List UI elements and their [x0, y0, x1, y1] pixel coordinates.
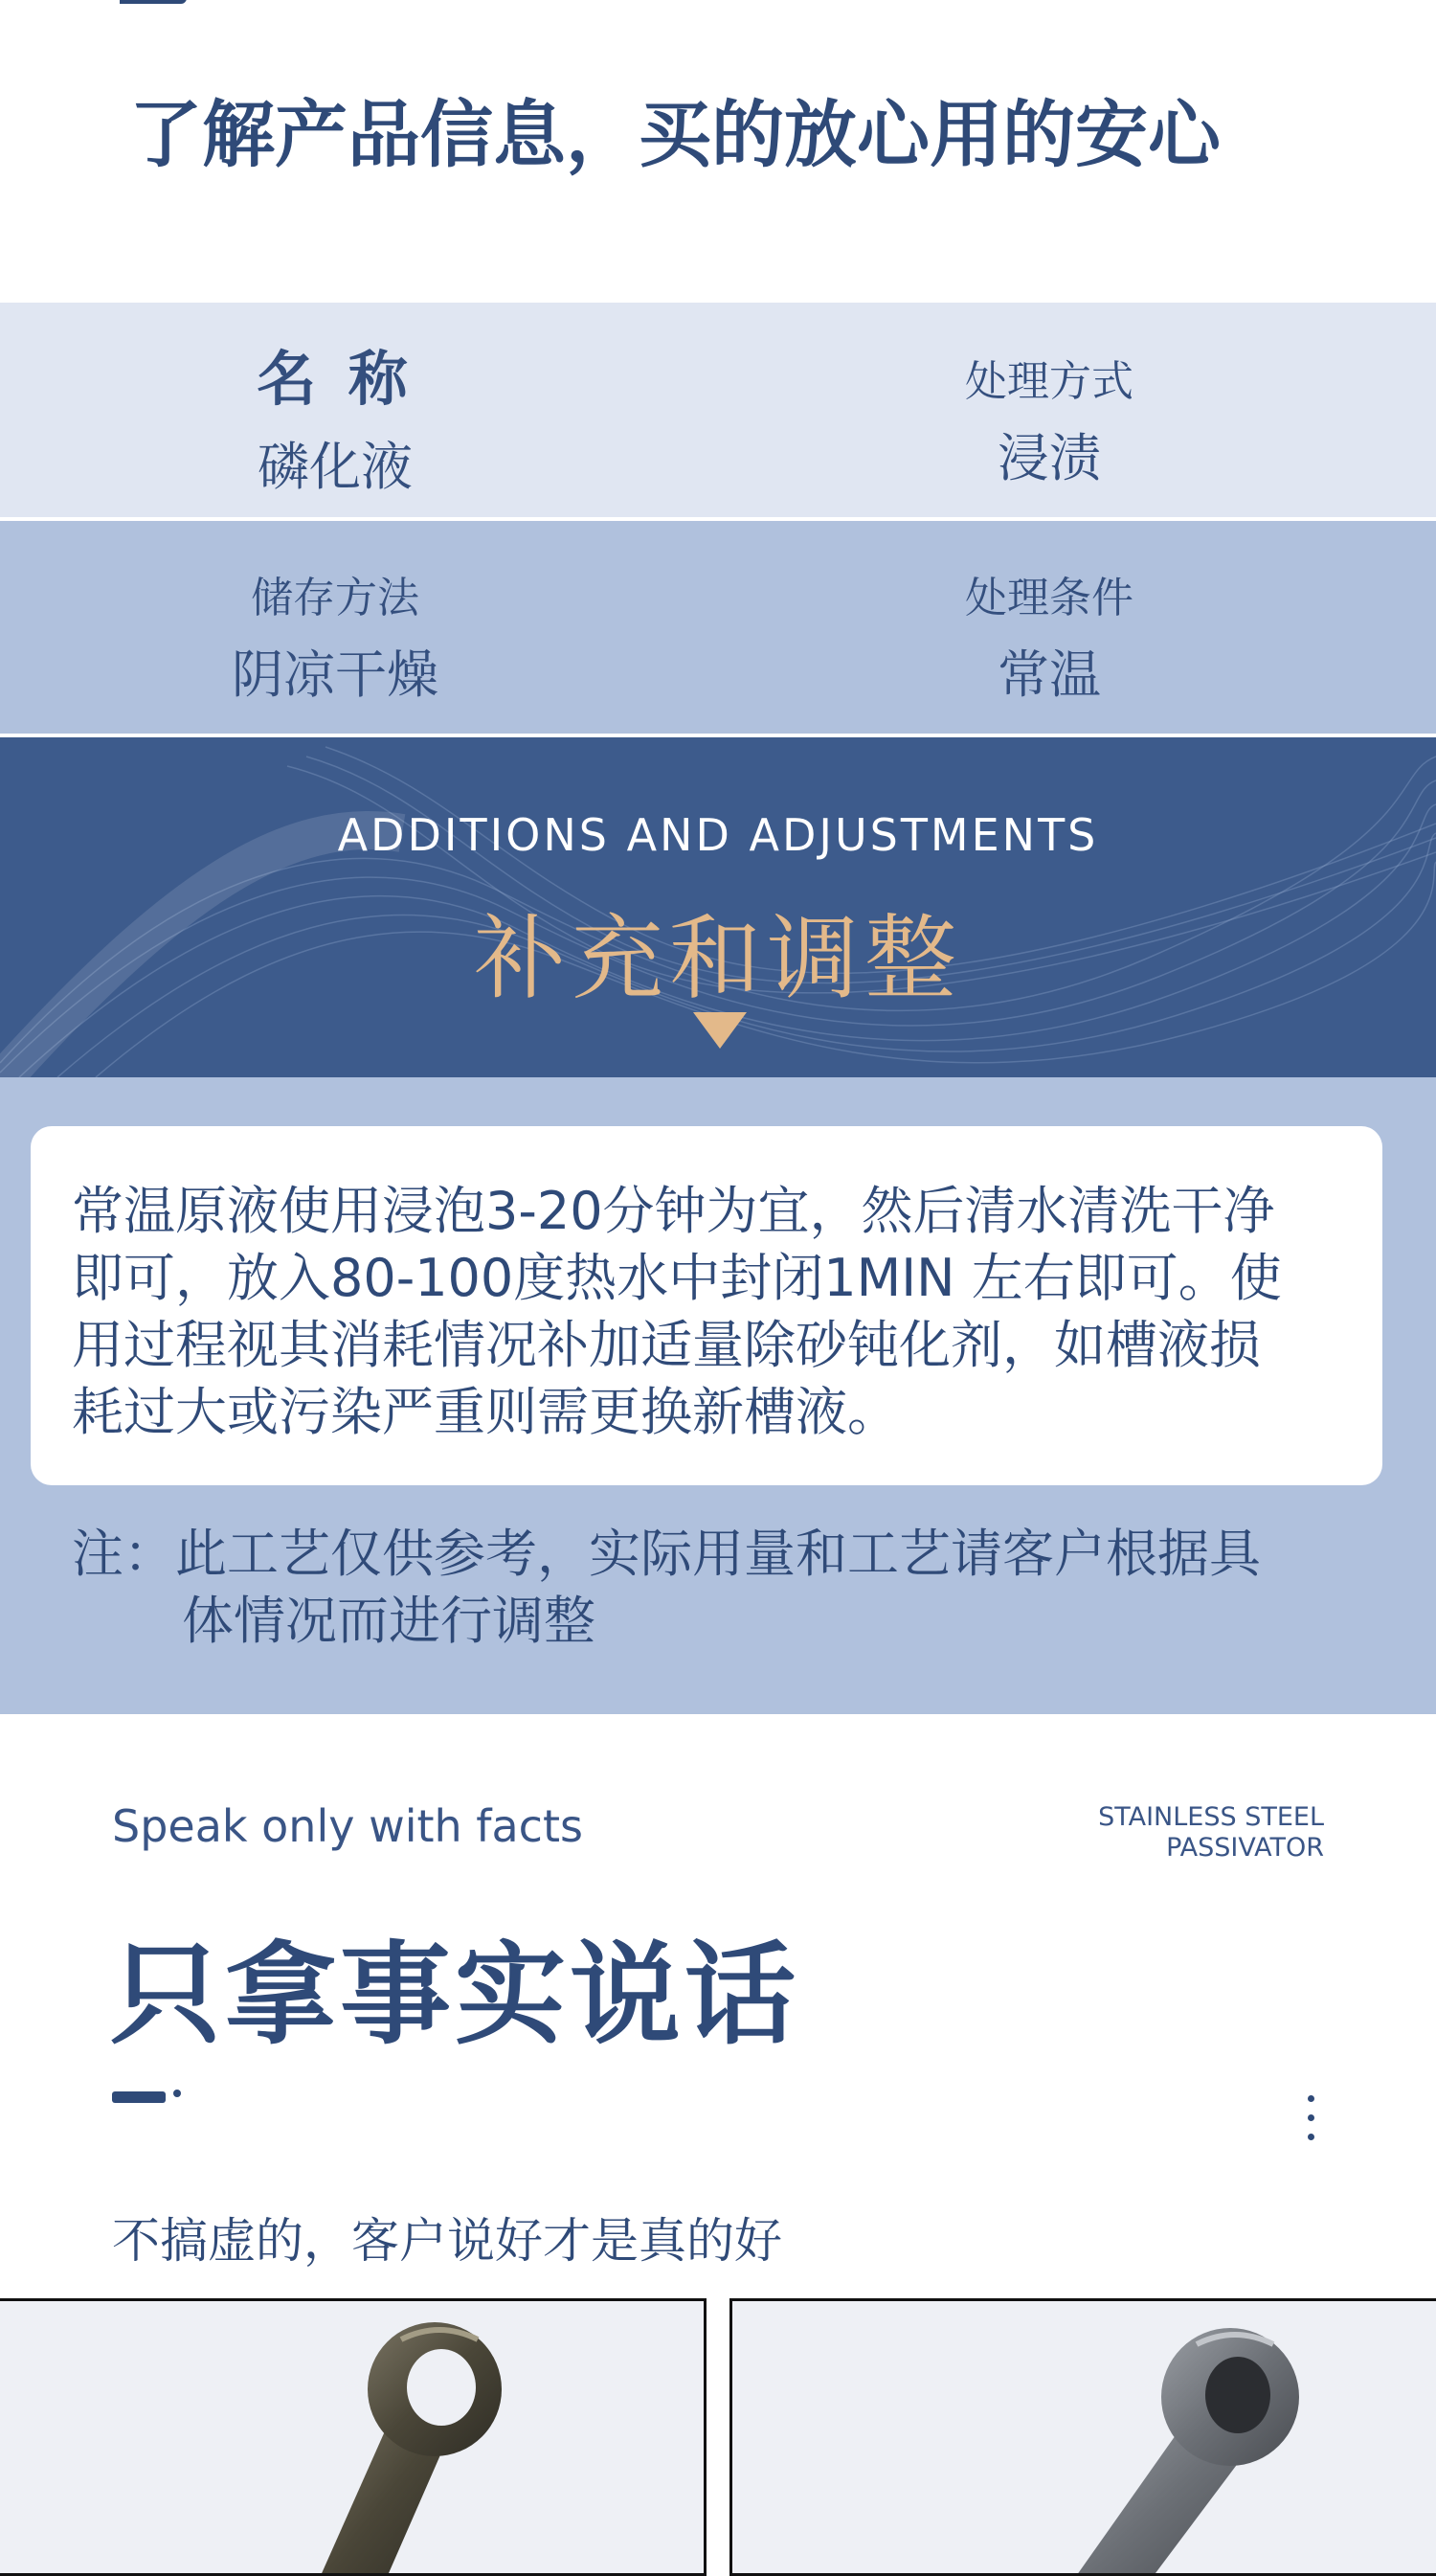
- info-value: 浸渍: [998, 428, 1101, 488]
- banner-chinese-title: 补充和调整: [474, 905, 962, 1012]
- info-cell-storage: [0, 563, 670, 708]
- info-cell-name: [0, 331, 670, 500]
- info-value: 常温: [998, 644, 1101, 705]
- note-line: 耗过大或污染严重则需更换新槽液。: [72, 1382, 899, 1442]
- info-label: 储存方法: [251, 574, 419, 622]
- wrench-part-icon: [0, 2301, 707, 2576]
- banner-english-title: ADDITIONS AND ADJUSTMENTS: [337, 809, 1099, 861]
- product-tag-line: PASSIVATOR: [1166, 1833, 1324, 1863]
- facts-subtitle: 不搞虚的，客户说好才是真的好: [112, 2213, 782, 2269]
- product-photo-left[interactable]: [0, 2298, 707, 2576]
- note-line: 用过程视其消耗情况补加适量除砂钝化剂，如槽液损: [72, 1315, 1261, 1375]
- footnote-line: 注：此工艺仅供参考，实际用量和工艺请客户根据具: [72, 1524, 1261, 1584]
- note-line: 即可，放入80-100度热水中封闭1MIN 左右即可。使: [72, 1248, 1282, 1308]
- info-value: 磷化液: [258, 437, 413, 497]
- wrench-part-icon: [732, 2301, 1436, 2576]
- title-underline-dot: [173, 2090, 181, 2097]
- note-line: 常温原液使用浸泡3-20分钟为宜，然后清水清洗干净: [72, 1181, 1275, 1241]
- facts-title: 只拿事实说话: [110, 1931, 799, 2060]
- top-accent-bar: [120, 0, 187, 4]
- info-cell-condition: [714, 563, 1384, 708]
- facts-english-heading: Speak only with facts: [112, 1800, 583, 1852]
- product-photo-right[interactable]: [729, 2298, 1436, 2576]
- info-cell-method: [714, 347, 1384, 491]
- title-underline: [112, 2091, 166, 2103]
- footnote: [72, 1521, 1355, 1655]
- note-text: [72, 1178, 1355, 1446]
- product-tag-line: STAINLESS STEEL: [1098, 1802, 1324, 1832]
- info-label: 处理条件: [965, 574, 1133, 622]
- footnote-line: 体情况而进行调整: [182, 1591, 595, 1651]
- info-row-1: [0, 303, 1436, 517]
- info-value: 阴凉干燥: [232, 644, 438, 705]
- info-row-2: [0, 521, 1436, 734]
- info-label: 处理方式: [965, 357, 1133, 406]
- intro-title: 了解产品信息，买的放心用的安心: [129, 92, 1221, 177]
- info-label: 名 称: [257, 344, 414, 414]
- more-vertical-icon[interactable]: [1308, 2095, 1315, 2147]
- triangle-down-icon: [693, 1012, 747, 1049]
- product-tag: [1034, 1802, 1324, 1864]
